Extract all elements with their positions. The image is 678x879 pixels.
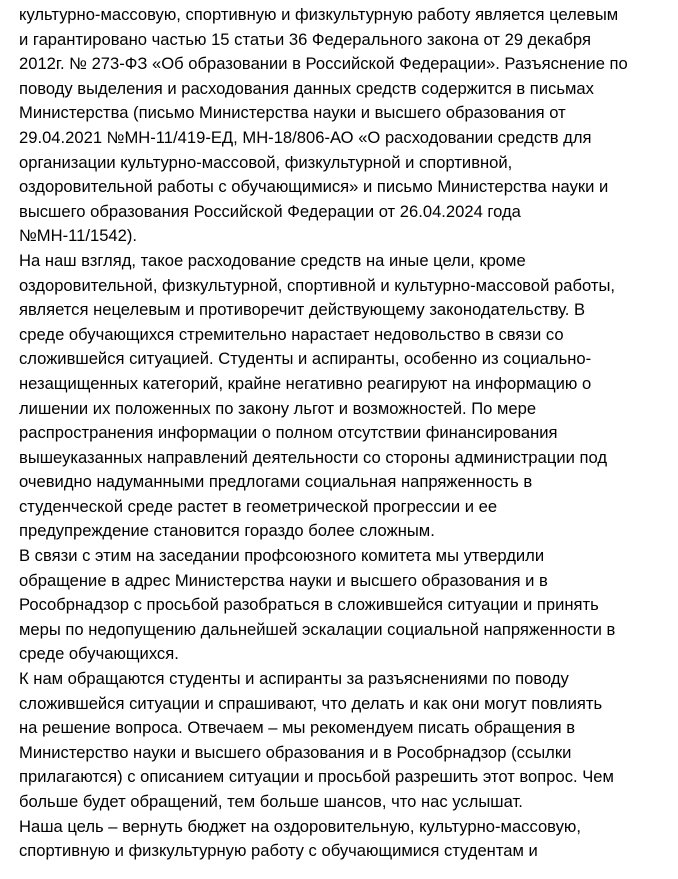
text-line: оздоровительной, физкультурной, спортивной и культурно-массовой работы, bbox=[19, 275, 615, 295]
document-body bbox=[19, 0, 669, 864]
text-line: меры по недопущению дальнейшей эскалации социальной напряженности в bbox=[19, 619, 616, 639]
text-line: Рособрнадзор с просьбой разобраться в сложившейся ситуации и принять bbox=[19, 595, 599, 615]
text-line: предупреждение становится гораздо более сложным. bbox=[19, 521, 435, 541]
text-line: вышеуказанных направлений деятельности со стороны администрации под bbox=[19, 447, 608, 467]
text-line: обращение в адрес Министерства науки и высшего образования и в bbox=[19, 570, 548, 590]
text-line: поводу выделения и расходования данных средств содержится в письмах bbox=[19, 78, 594, 98]
text-line: 29.04.2021 №МН-11/419-ЕД, МН-18/806-АО «О расходовании средств для bbox=[19, 127, 592, 147]
text-line: высшего образования Российской Федерации от 26.04.2024 года bbox=[19, 201, 521, 221]
text-line: оздоровительной работы с обучающимися» и письмо Министерства науки и bbox=[19, 177, 609, 197]
text-line: прилагаются) с описанием ситуации и просьбой разрешить этот вопрос. Чем bbox=[19, 767, 614, 787]
text-line: сложившейся ситуации и спрашивают, что делать и как они могут повлиять bbox=[19, 693, 603, 713]
text-line: сложившейся ситуацией. Студенты и аспиранты, особенно из социально- bbox=[19, 349, 592, 369]
text-line: среде обучающихся стремительно нарастает недовольство в связи со bbox=[19, 324, 564, 344]
text-line: на решение вопроса. Отвечаем – мы рекомендуем писать обращения в bbox=[19, 718, 576, 738]
text-line: 2012г. № 273-ФЗ «Об образовании в Российской Федерации». Разъяснение по bbox=[19, 54, 628, 74]
text-line: культурно-массовую, спортивную и физкультурную работу является целевым bbox=[19, 5, 619, 24]
text-line: является нецелевым и противоречит действующему законодательству. В bbox=[19, 300, 586, 320]
text-line: На наш взгляд, такое расходование средств на иные цели, кроме bbox=[19, 250, 526, 270]
text-line: К нам обращаются студенты и аспиранты за разъяснениями по поводу bbox=[19, 669, 569, 689]
text-line: Министерство науки и высшего образования и в Рособрнадзор (ссылки bbox=[19, 742, 572, 762]
text-line: №МН-11/1542). bbox=[19, 226, 138, 246]
text-line: организации культурно-массовой, физкультурной и спортивной, bbox=[19, 152, 513, 172]
text-line: Наша цель – вернуть бюджет на оздоровительную, культурно-массовую, bbox=[19, 816, 581, 836]
text-line: распространения информации о полном отсутствии финансирования bbox=[19, 423, 558, 443]
text-line: студенческой среде растет в геометрической прогрессии и ее bbox=[19, 496, 498, 516]
text-line: больше будет обращений, тем больше шансов, что нас услышат. bbox=[19, 792, 523, 811]
text-line: В связи с этим на заседании профсоюзного комитета мы утвердили bbox=[19, 546, 545, 566]
text-line: лишении их положенных по закону льгот и возможностей. По мере bbox=[19, 398, 537, 418]
text-line: спортивную и физкультурную работу с обучающимися студентам и bbox=[19, 841, 538, 861]
text-line: Министерства (письмо Министерства науки и высшего образования от bbox=[19, 103, 566, 123]
text-line: среде обучающихся. bbox=[19, 644, 179, 664]
text-line: и гарантировано частью 15 статьи 36 Федерального закона от 29 декабря bbox=[19, 29, 591, 49]
text-line: очевидно надуманными предлогами социальная напряженность в bbox=[19, 472, 533, 492]
text-line: незащищенных категорий, крайне негативно реагируют на информацию о bbox=[19, 373, 592, 393]
